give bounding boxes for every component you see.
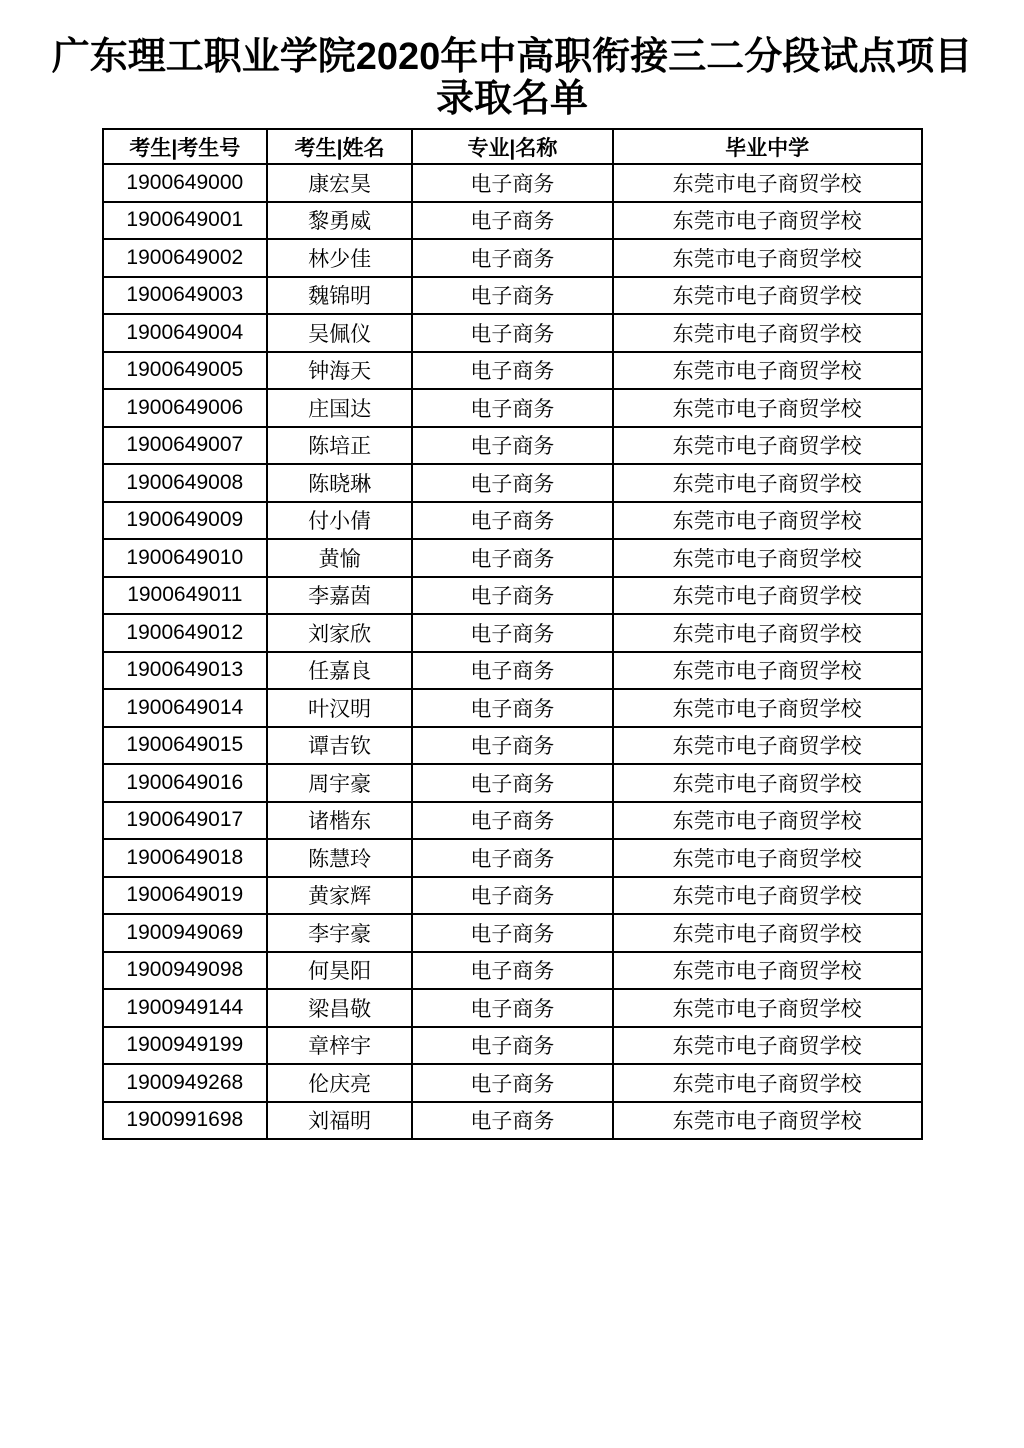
major-cell: 电子商务 xyxy=(412,164,613,202)
candidate-name-cell: 黄愉 xyxy=(267,539,412,577)
table-row xyxy=(103,464,922,502)
candidate-name-cell: 伦庆亮 xyxy=(267,1064,412,1102)
candidate-number-cell: 1900991698 xyxy=(103,1102,268,1140)
candidate-name-cell: 陈晓琳 xyxy=(267,464,412,502)
table-row xyxy=(103,277,922,315)
candidate-name-cell: 付小倩 xyxy=(267,502,412,540)
candidate-number-cell: 1900649013 xyxy=(103,652,268,690)
major-cell: 电子商务 xyxy=(412,389,613,427)
table-row xyxy=(103,389,922,427)
candidate-name-cell: 魏锦明 xyxy=(267,277,412,315)
school-cell: 东莞市电子商贸学校 xyxy=(613,914,922,952)
major-cell: 电子商务 xyxy=(412,914,613,952)
candidate-number-cell: 1900649002 xyxy=(103,239,268,277)
major-cell: 电子商务 xyxy=(412,989,613,1027)
school-cell: 东莞市电子商贸学校 xyxy=(613,802,922,840)
table-row xyxy=(103,689,922,727)
table-body xyxy=(103,164,922,1139)
major-cell: 电子商务 xyxy=(412,427,613,465)
table-row xyxy=(103,952,922,990)
candidate-number-cell: 1900949144 xyxy=(103,989,268,1027)
table-row xyxy=(103,1027,922,1065)
school-cell: 东莞市电子商贸学校 xyxy=(613,239,922,277)
school-cell: 东莞市电子商贸学校 xyxy=(613,764,922,802)
candidate-name-cell: 吴佩仪 xyxy=(267,314,412,352)
school-cell: 东莞市电子商贸学校 xyxy=(613,1064,922,1102)
school-cell: 东莞市电子商贸学校 xyxy=(613,1027,922,1065)
candidate-name-cell: 黎勇威 xyxy=(267,202,412,240)
major-cell: 电子商务 xyxy=(412,614,613,652)
candidate-number-cell: 1900649011 xyxy=(103,577,268,615)
candidate-number-cell: 1900649005 xyxy=(103,352,268,390)
candidate-name-cell: 谭吉钦 xyxy=(267,727,412,765)
major-cell: 电子商务 xyxy=(412,277,613,315)
school-cell: 东莞市电子商贸学校 xyxy=(613,727,922,765)
candidate-number-cell: 1900649006 xyxy=(103,389,268,427)
table-row xyxy=(103,914,922,952)
candidate-number-cell: 1900949199 xyxy=(103,1027,268,1065)
candidate-number-cell: 1900649014 xyxy=(103,689,268,727)
school-cell: 东莞市电子商贸学校 xyxy=(613,464,922,502)
candidate-name-cell: 陈慧玲 xyxy=(267,839,412,877)
table-row xyxy=(103,427,922,465)
candidate-number-cell: 1900649000 xyxy=(103,164,268,202)
page-title-line1: 广东理工职业学院2020年中高职衔接三二分段试点项目 xyxy=(51,36,973,78)
table-row xyxy=(103,539,922,577)
major-cell: 电子商务 xyxy=(412,314,613,352)
table-header-row xyxy=(103,129,922,164)
major-cell: 电子商务 xyxy=(412,1102,613,1140)
candidate-name-cell: 叶汉明 xyxy=(267,689,412,727)
major-cell: 电子商务 xyxy=(412,764,613,802)
major-cell: 电子商务 xyxy=(412,539,613,577)
candidate-number-cell: 1900649019 xyxy=(103,877,268,915)
major-cell: 电子商务 xyxy=(412,839,613,877)
school-cell: 东莞市电子商贸学校 xyxy=(613,352,922,390)
candidate-name-cell: 庄国达 xyxy=(267,389,412,427)
candidate-name-cell: 诸楷东 xyxy=(267,802,412,840)
candidate-number-cell: 1900649009 xyxy=(103,502,268,540)
school-cell: 东莞市电子商贸学校 xyxy=(613,164,922,202)
school-cell: 东莞市电子商贸学校 xyxy=(613,689,922,727)
table-row xyxy=(103,727,922,765)
major-cell: 电子商务 xyxy=(412,502,613,540)
header-candidate-number: 考生|考生号 xyxy=(103,129,268,164)
school-cell: 东莞市电子商贸学校 xyxy=(613,539,922,577)
school-cell: 东莞市电子商贸学校 xyxy=(613,877,922,915)
page-title-line2: 录取名单 xyxy=(435,78,588,120)
school-cell: 东莞市电子商贸学校 xyxy=(613,202,922,240)
candidate-name-cell: 周宇豪 xyxy=(267,764,412,802)
table-row xyxy=(103,202,922,240)
candidate-number-cell: 1900649003 xyxy=(103,277,268,315)
school-cell: 东莞市电子商贸学校 xyxy=(613,577,922,615)
school-cell: 东莞市电子商贸学校 xyxy=(613,614,922,652)
candidate-name-cell: 刘福明 xyxy=(267,1102,412,1140)
school-cell: 东莞市电子商贸学校 xyxy=(613,389,922,427)
major-cell: 电子商务 xyxy=(412,1027,613,1065)
candidate-name-cell: 李宇豪 xyxy=(267,914,412,952)
candidate-name-cell: 康宏昊 xyxy=(267,164,412,202)
table-row xyxy=(103,164,922,202)
candidate-name-cell: 林少佳 xyxy=(267,239,412,277)
table-row xyxy=(103,877,922,915)
candidate-name-cell: 任嘉良 xyxy=(267,652,412,690)
major-cell: 电子商务 xyxy=(412,952,613,990)
school-cell: 东莞市电子商贸学校 xyxy=(613,989,922,1027)
candidate-number-cell: 1900649015 xyxy=(103,727,268,765)
candidate-number-cell: 1900649017 xyxy=(103,802,268,840)
candidate-number-cell: 1900649008 xyxy=(103,464,268,502)
major-cell: 电子商务 xyxy=(412,1064,613,1102)
table-header xyxy=(103,129,922,164)
major-cell: 电子商务 xyxy=(412,464,613,502)
major-cell: 电子商务 xyxy=(412,877,613,915)
header-candidate-name: 考生|姓名 xyxy=(267,129,412,164)
major-cell: 电子商务 xyxy=(412,202,613,240)
candidate-number-cell: 1900649018 xyxy=(103,839,268,877)
school-cell: 东莞市电子商贸学校 xyxy=(613,502,922,540)
major-cell: 电子商务 xyxy=(412,727,613,765)
page-title xyxy=(0,36,1024,120)
major-cell: 电子商务 xyxy=(412,352,613,390)
candidate-name-cell: 黄家辉 xyxy=(267,877,412,915)
major-cell: 电子商务 xyxy=(412,802,613,840)
candidate-number-cell: 1900949268 xyxy=(103,1064,268,1102)
candidate-name-cell: 刘家欣 xyxy=(267,614,412,652)
major-cell: 电子商务 xyxy=(412,652,613,690)
candidate-name-cell: 钟海天 xyxy=(267,352,412,390)
major-cell: 电子商务 xyxy=(412,239,613,277)
table-row xyxy=(103,614,922,652)
candidate-number-cell: 1900649007 xyxy=(103,427,268,465)
candidate-number-cell: 1900649016 xyxy=(103,764,268,802)
candidate-number-cell: 1900649010 xyxy=(103,539,268,577)
table-row xyxy=(103,1064,922,1102)
table-row xyxy=(103,577,922,615)
table-row xyxy=(103,502,922,540)
table-row xyxy=(103,989,922,1027)
candidate-number-cell: 1900649012 xyxy=(103,614,268,652)
school-cell: 东莞市电子商贸学校 xyxy=(613,1102,922,1140)
school-cell: 东莞市电子商贸学校 xyxy=(613,427,922,465)
major-cell: 电子商务 xyxy=(412,577,613,615)
table-row xyxy=(103,839,922,877)
header-major-name: 专业|名称 xyxy=(412,129,613,164)
header-graduating-school: 毕业中学 xyxy=(613,129,922,164)
table-row xyxy=(103,352,922,390)
major-cell: 电子商务 xyxy=(412,689,613,727)
candidate-name-cell: 梁昌敬 xyxy=(267,989,412,1027)
school-cell: 东莞市电子商贸学校 xyxy=(613,952,922,990)
table-row xyxy=(103,652,922,690)
table-row xyxy=(103,239,922,277)
admission-table xyxy=(102,128,923,1140)
table-row xyxy=(103,802,922,840)
candidate-name-cell: 李嘉茵 xyxy=(267,577,412,615)
school-cell: 东莞市电子商贸学校 xyxy=(613,277,922,315)
candidate-name-cell: 章梓宇 xyxy=(267,1027,412,1065)
candidate-number-cell: 1900649001 xyxy=(103,202,268,240)
candidate-number-cell: 1900949098 xyxy=(103,952,268,990)
candidate-number-cell: 1900949069 xyxy=(103,914,268,952)
candidate-name-cell: 何昊阳 xyxy=(267,952,412,990)
school-cell: 东莞市电子商贸学校 xyxy=(613,314,922,352)
table-row xyxy=(103,314,922,352)
candidate-number-cell: 1900649004 xyxy=(103,314,268,352)
candidate-name-cell: 陈培正 xyxy=(267,427,412,465)
table-row xyxy=(103,1102,922,1140)
table-row xyxy=(103,764,922,802)
school-cell: 东莞市电子商贸学校 xyxy=(613,839,922,877)
school-cell: 东莞市电子商贸学校 xyxy=(613,652,922,690)
